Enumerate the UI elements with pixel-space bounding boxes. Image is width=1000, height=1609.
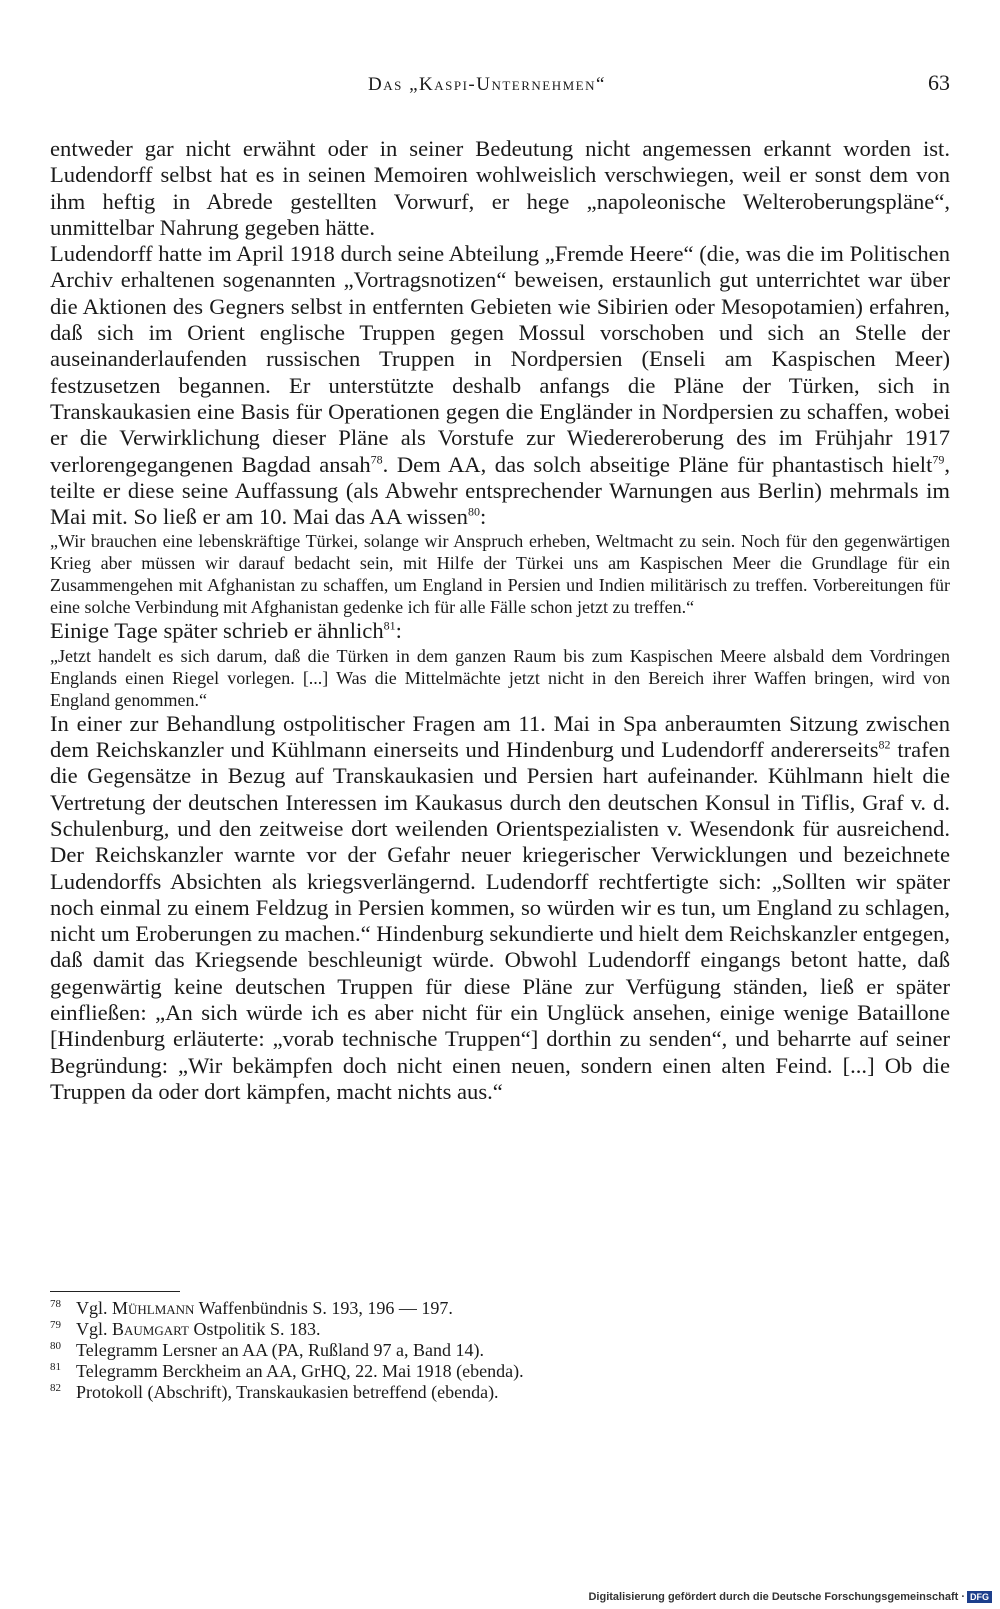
paragraph-text: : [479, 504, 487, 530]
footnote-text: Telegramm Berckheim an AA, GrHQ, 22. Mai 1918 (ebenda). [76, 1361, 524, 1381]
paragraph [50, 618, 950, 644]
paragraph-text: trafen die Gegensätze in Bezug auf Transkaukasien und Persien hart aufeinander. Kühlmann hielt die Vertretung der deutschen Interessen im Kaukasus durch den deutschen Konsul in Tiflis, Graf v. d. Schulenburg, und den zeitweise dort weilenden Orientspezialisten v. Wesendonk für ausreichend. Der Reichskanzler warnte vor der Gefahr neuer kriegerischer Verwicklungen und bezeichnete Ludendorffs Absichten als kriegsverlängernd. Ludendorff rechtfertigte sich: „Sollten wir später noch einmal zu einem Feldzug in Persien kommen, so würden wir es tun, um England zu schlagen, nicht um Eroberungen zu machen.“ Hindenburg sekundierte und hielt dem Reichskanzler entgegen, daß damit das Kriegsende beschleunigt würde. Obwohl Ludendorff eingangs betont hatte, daß gegenwärtig keine deutschen Truppen für diese Pläne zur Verfügung ständen, ließ er später einfließen: „An sich würde ich es aber nicht für ein Unglück ansehen, einige wenige Bataillone [Hindenburg erläuterte: „vorab technische Truppen“] dorthin zu senden“, und beharrte auf seiner Begründung: „Wir bekämpfen doch nicht einen neuen, sondern einen alten Feind. [...] Ob die Truppen da oder dort kämpfen, macht nichts aus.“ [50, 737, 950, 1104]
footnote-text: Waffenbündnis S. 193, 196 — 197. [198, 1298, 453, 1318]
footnote-text: Protokoll (Abschrift), Transkaukasien betreffend (ebenda). [76, 1382, 499, 1402]
credit-text: Digitalisierung gefördert durch die Deutsche Forschungsgemeinschaft · [588, 1590, 965, 1603]
dfg-logo-icon: DFG [967, 1591, 992, 1603]
block-quote: „Wir brauchen eine lebenskräftige Türkei, solange wir Anspruch erheben, Weltmacht zu sein. Noch für den gegenwärtigen Krieg aber müssen wir darauf bedacht sein, mit Hilfe der Türkei uns am Kaspischen Meer die Grundlage für ein Zusammengehen mit Afghanistan zu schaffen, um England in Persien und Indien militärisch zu treffen. Vorbereitungen für eine solche Verbindung mit Afghanistan gedenke ich für alle Fälle schon jetzt zu treffen.“ [50, 531, 950, 618]
footnote: 81 Telegramm Berckheim an AA, GrHQ, 22. Mai 1918 (ebenda). [50, 1361, 524, 1381]
paragraph-text: Ludendorff hatte im April 1918 durch seine Abteilung „Fremde Heere“ (die, was die im Politischen Archiv erhaltenen sogenannten „Vortragsnotizen“ beweisen, erstaunlich gut unterrichtet war über die Aktionen des Gegners selbst in entfernten Gebieten wie Sibirien oder Mesopotamien) erfahren, daß sich im Orient englische Truppen gegen Mossul vorschoben und sich an Stelle der auseinanderlaufenden russischen Truppen in Nordpersien (Enseli am Kaspischen Meer) festzusetzen begannen. Er unterstützte deshalb anfangs die Pläne der Türken, sich in Transkaukasien eine Basis für Operationen gegen die Engländer in Nordpersien zu schaffen, wobei er die Verwirklichung dieser Pläne als Vorstufe zur Wiedereroberung des im Frühjahr 1917 verlorengegangenen Bagdad ansah [50, 241, 950, 477]
page-number: 63 [928, 70, 950, 95]
footnote-prefix: Vgl. [76, 1298, 108, 1318]
paragraph [50, 241, 950, 530]
footnote-ref: 81 [383, 618, 396, 633]
footnote-author: Baumgart [112, 1319, 189, 1339]
footnote-text: Telegramm Lersner an AA (PA, Rußland 97 a, Band 14). [76, 1340, 484, 1360]
footnote-ref: 82 [878, 737, 891, 752]
block-quote: „Jetzt handelt es sich darum, daß die Türken in dem ganzen Raum bis zum Kaspischen Meere alsbald dem Vordringen Englands einen Riegel vorlegen. [...] Was die Mittelmächte jetzt nicht in den Bereich ihrer Waffen bringen, wird von England genommen.“ [50, 645, 950, 710]
footnote-ref: 78 [370, 452, 383, 467]
footnote: 79 Vgl. Baumgart Ostpolitik S. 183. [50, 1319, 321, 1339]
body-text [50, 136, 950, 1105]
paragraph-text: , teilte er diese seine Auffassung (als Abwehr entsprechender Warnungen aus Berlin) mehrmals im Mai mit. So ließ er am 10. Mai das AA wissen [50, 451, 950, 530]
page-header [50, 70, 950, 110]
footnote: 82 Protokoll (Abschrift), Transkaukasien betreffend (ebenda). [50, 1382, 499, 1402]
footnote-ref: 80 [467, 504, 480, 519]
paragraph-text: . Dem AA, das solch abseitige Pläne für phantastisch hielt [382, 451, 933, 477]
footnote-author: Mühlmann [112, 1298, 195, 1318]
paragraph-text: In einer zur Behandlung ostpolitischer Fragen am 11. Mai in Spa anberaumten Sitzung zwischen dem Reichskanzler und Kühlmann einerseits und Hindenburg und Ludendorff andererseits [50, 710, 950, 763]
paragraph-text: Einige Tage später schrieb er ähnlich [50, 618, 384, 644]
digitization-credit [588, 1591, 992, 1603]
footnote: 80 Telegramm Lersner an AA (PA, Rußland 97 a, Band 14). [50, 1340, 484, 1360]
footnote-prefix: Vgl. [76, 1319, 108, 1339]
paragraph-text: : [395, 618, 402, 644]
footnote-text: Ostpolitik S. 183. [193, 1319, 321, 1339]
footnote-divider [50, 1291, 180, 1292]
paragraph: entweder gar nicht erwähnt oder in seiner Bedeutung nicht angemessen erkannt worden ist. Ludendorff selbst hat es in seinen Memoiren wohlweislich verschwiegen, weil er sonst dem von ihm heftig in Abrede gestellten Vorwurf, er hege „napoleonische Welteroberungspläne“, unmittelbar Nahrung gegeben hätte. [50, 136, 950, 240]
footnote-ref: 79 [932, 452, 945, 467]
paragraph [50, 711, 950, 1105]
footnotes [50, 1298, 950, 1403]
running-title: Das „Kaspi-Unternehmen“ [368, 74, 606, 95]
footnote: 78 Vgl. Mühlmann Waffenbündnis S. 193, 196 — 197. [50, 1298, 453, 1318]
